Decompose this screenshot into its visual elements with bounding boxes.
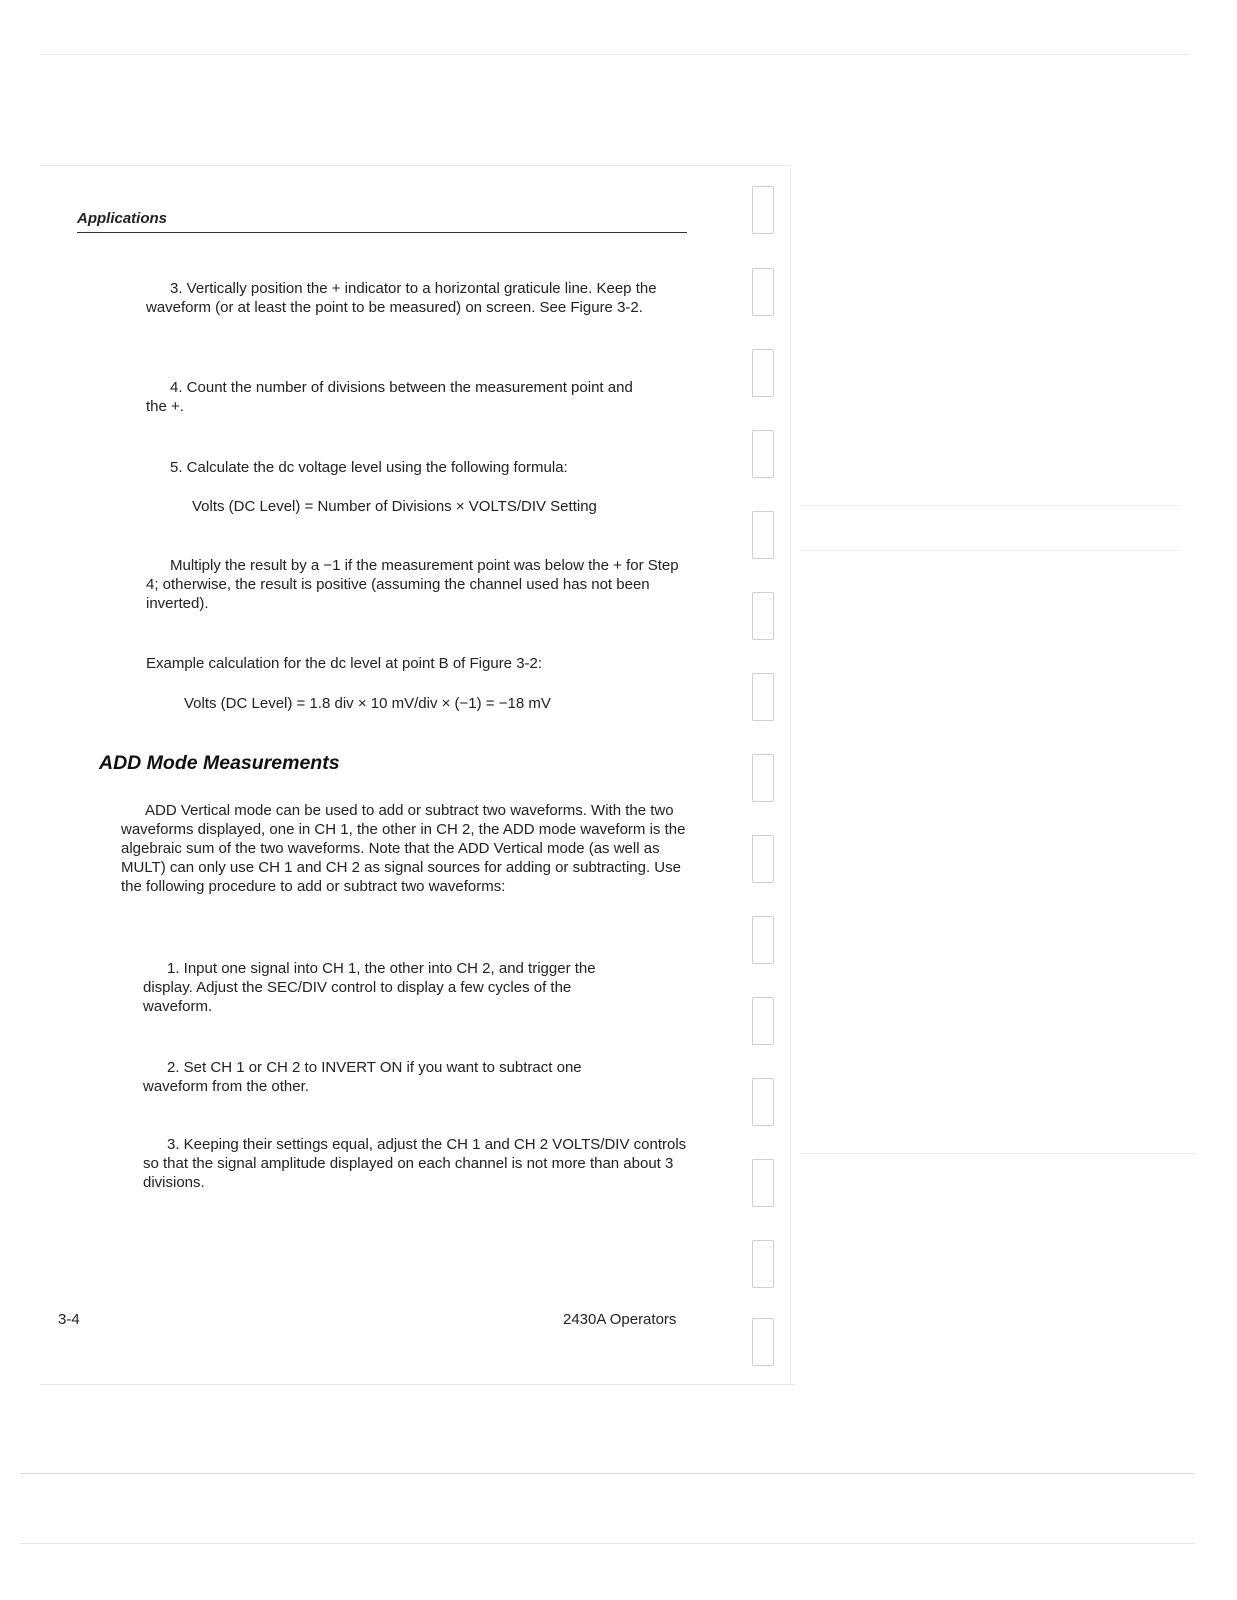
binder-hole-icon — [752, 997, 774, 1045]
binder-hole-icon — [752, 1159, 774, 1207]
binder-hole-icon — [752, 186, 774, 234]
binder-hole-icon — [752, 916, 774, 964]
page-number: 3-4 — [58, 1311, 80, 1328]
binder-hole-icon — [752, 673, 774, 721]
add-step-2-paragraph: 2. Set CH 1 or CH 2 to INVERT ON if you want to subtract one waveform from the other. — [143, 1059, 582, 1095]
sign-note-paragraph: Multiply the result by a −1 if the measurement point was below the + for Step 4; otherwise, the result is positive (assuming the channel used has not been inverted). — [146, 557, 679, 612]
binder-hole-icon — [752, 1240, 774, 1288]
running-header: Applications — [77, 210, 687, 233]
step-3-paragraph: 3. Vertically position the + indicator to a horizontal graticule line. Keep the waveform (or at least the point to be measured) on screen. See Figure 3-2. — [146, 280, 657, 316]
section-heading: ADD Mode Measurements — [99, 752, 340, 774]
binder-hole-icon — [752, 754, 774, 802]
binder-hole-icon — [752, 430, 774, 478]
binder-hole-icon — [752, 349, 774, 397]
binder-hole-icon — [752, 592, 774, 640]
binder-hole-icon — [752, 511, 774, 559]
step-5-paragraph: 5. Calculate the dc voltage level using the following formula: — [170, 459, 568, 476]
add-step-3-paragraph: 3. Keeping their settings equal, adjust the CH 1 and CH 2 VOLTS/DIV controls so that the signal amplitude displayed on each channel is not more than about 3 divisions. — [143, 1136, 687, 1191]
dc-level-formula: Volts (DC Level) = Number of Divisions × VOLTS/DIV Setting — [192, 498, 597, 515]
binder-hole-icon — [752, 1078, 774, 1126]
step-4-paragraph: 4. Count the number of divisions between the measurement point and the +. — [146, 379, 633, 415]
example-intro-paragraph: Example calculation for the dc level at point B of Figure 3-2: — [146, 655, 543, 672]
add-step-1-paragraph: 1. Input one signal into CH 1, the other into CH 2, and trigger the display. Adjust the SEC/DIV control to display a few cycles of the waveform. — [143, 960, 596, 1015]
example-formula: Volts (DC Level) = 1.8 div × 10 mV/div × (−1) = −18 mV — [184, 695, 551, 712]
manual-name: 2430A Operators — [563, 1311, 677, 1328]
binder-holes — [752, 186, 776, 1366]
binder-edge — [790, 168, 795, 1383]
binder-hole-icon — [752, 268, 774, 316]
add-mode-intro-paragraph: ADD Vertical mode can be used to add or subtract two waveforms. With the two waveforms displayed, one in CH 1, the other in CH 2, the ADD mode waveform is the algebraic sum of the two waveforms. Note that the ADD Vertical mode (as well as MULT) can only use CH 1 and CH 2 as signal sources for adding or subtracting. Use the following procedure to add or subtract two waveforms: — [121, 802, 686, 895]
binder-hole-icon — [752, 835, 774, 883]
binder-hole-icon — [752, 1318, 774, 1366]
